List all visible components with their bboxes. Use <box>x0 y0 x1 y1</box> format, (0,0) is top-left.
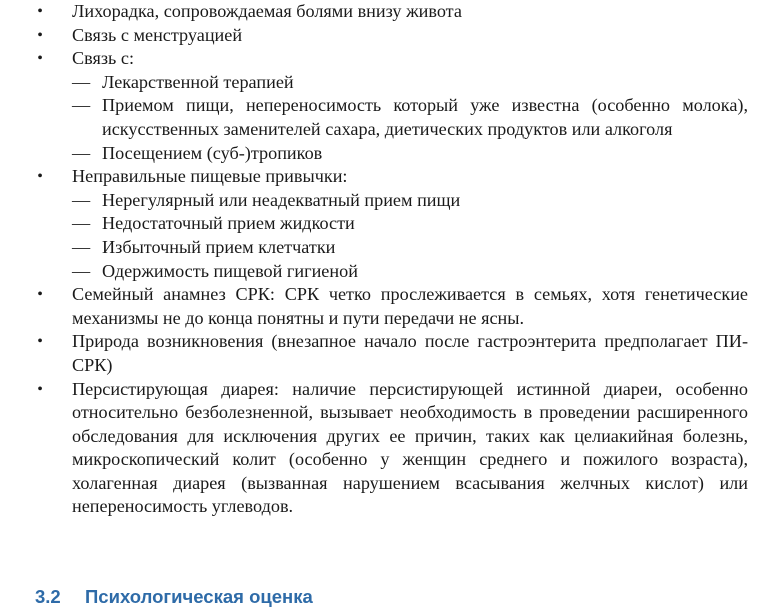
bullet-marker: • <box>37 286 43 304</box>
dash-marker: — <box>72 213 91 234</box>
list-item-text: Персистирующая диарея: наличие персистирующей истинной диареи, особенно относительно безболезненной, вызывает необходимость в проведении расширенного обследования для исключения других ее причин, таких как целиакийная болезнь, микроскопический колит (особенно у женщин среднего и пожилого возраста), холагенная диарея (вызванная нарушением всасывания желчных кислот) или непереносимость углеводов. <box>72 378 748 517</box>
sub-list-item <box>72 94 748 141</box>
dash-marker: — <box>72 189 91 210</box>
sub-list-item <box>72 142 748 166</box>
sub-list-item <box>72 260 748 284</box>
list-item-text: Природа возникновения (внезапное начало после гастроэнтерита предполагает ПИ-СРК) <box>72 331 748 375</box>
bullet-marker: • <box>37 380 43 398</box>
sub-list-item <box>72 212 748 236</box>
bullet-marker: • <box>37 3 43 20</box>
bullet-marker: • <box>37 333 43 351</box>
list-item-text: Связь с менструацией <box>72 24 243 45</box>
sub-list-item-text: Лекарственной терапией <box>102 71 294 92</box>
sub-list-item <box>72 236 748 260</box>
list-item-text: Связь с: <box>72 48 134 69</box>
sub-list-item-text: Избыточный прием клетчатки <box>102 236 336 257</box>
section-number: 3.2 <box>35 586 61 607</box>
section-heading <box>35 584 313 610</box>
list-item <box>0 165 781 283</box>
list-item <box>0 330 781 377</box>
sub-list-item <box>72 189 748 213</box>
list-item <box>0 24 781 48</box>
list-item-text: Лихорадка, сопровождаемая болями внизу живота <box>72 1 462 21</box>
dash-marker: — <box>72 236 91 257</box>
list-item <box>0 378 781 520</box>
dash-marker: — <box>72 260 91 281</box>
list-item-text: Неправильные пищевые привычки: <box>72 166 348 187</box>
bullet-marker: • <box>37 50 43 68</box>
section-title: Психологическая оценка <box>85 586 313 607</box>
list-item <box>0 47 781 165</box>
list-item <box>0 0 781 24</box>
sub-list-item-text: Недостаточный прием жидкости <box>102 213 355 234</box>
sub-list-item-text: Приемом пищи, непереносимость который уже известна (особенно молока), искусственных заменителей сахара, диетических продуктов или алкоголя <box>102 95 748 139</box>
sub-list-item-text: Одержимость пищевой гигиеной <box>102 260 358 281</box>
sub-list-item-text: Нерегулярный или неадекватный прием пищи <box>102 189 461 210</box>
bullet-marker: • <box>37 168 43 186</box>
sub-list-item-text: Посещением (суб-)тропиков <box>102 142 323 163</box>
dash-marker: — <box>72 71 91 92</box>
dash-marker: — <box>72 95 91 116</box>
dash-marker: — <box>72 142 91 163</box>
sub-list-item <box>72 71 748 95</box>
sub-list <box>72 189 748 283</box>
sub-list <box>72 71 748 165</box>
list-item-text: Семейный анамнез СРК: СРК четко прослеживается в семьях, хотя генетические механизмы не до конца понятны и пути передачи не ясны. <box>72 284 748 328</box>
list-item <box>0 283 781 330</box>
bullet-marker: • <box>37 26 43 44</box>
